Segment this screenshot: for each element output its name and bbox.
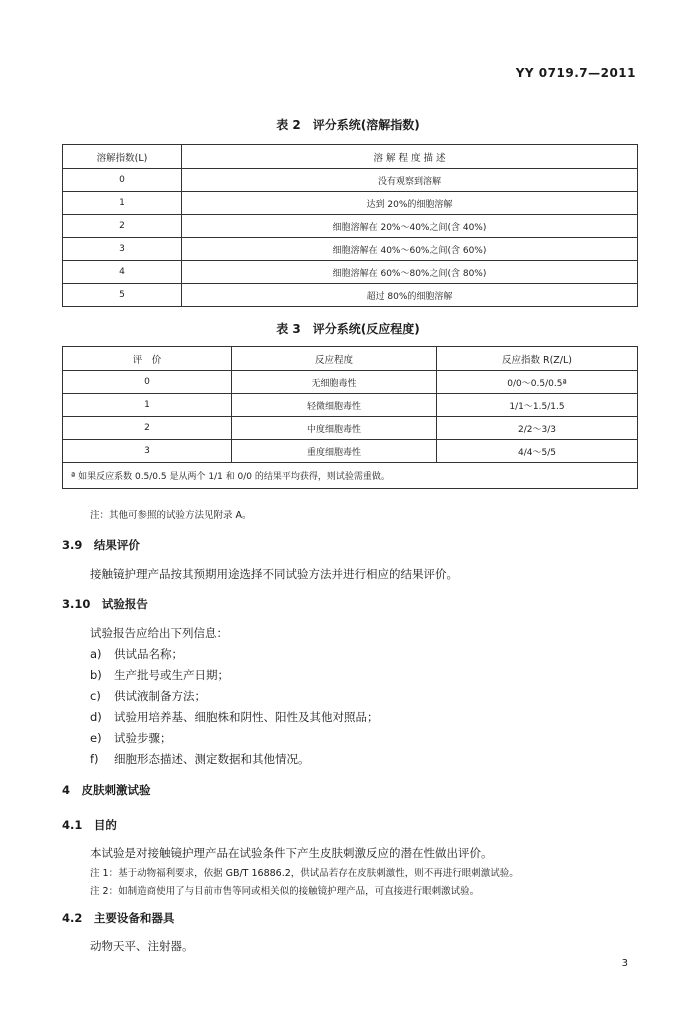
table-cell: 2 — [63, 417, 232, 440]
list-item — [90, 646, 183, 662]
section-4-2-text: 动物天平、注射器。 — [90, 939, 194, 953]
table3-header-row — [63, 347, 638, 371]
table-cell: 3 — [63, 440, 232, 463]
list-item — [90, 709, 379, 725]
table-cell: 中度细胞毒性 — [232, 417, 437, 440]
table3-title: 表 3 评分系统(反应程度) — [276, 322, 420, 336]
list-text: 生产批号或生产日期； — [114, 668, 229, 682]
table2-title: 表 2 评分系统(溶解指数) — [276, 118, 420, 132]
section-4-1-heading: 4.1 目的 — [62, 818, 117, 832]
section-4-1-note2: 注 2：如制造商使用了与目前市售等同或相关似的接触镜护理产品，可直接进行眼刺激试验。 — [90, 886, 480, 897]
list-marker: b) — [90, 668, 102, 682]
table3-header-cell: 反应指数 R(Z/L) — [437, 347, 638, 371]
table2 — [62, 144, 638, 307]
table3-footnote-row — [63, 463, 638, 489]
table3-header-cell: 评 价 — [63, 347, 232, 371]
list-text: 供试品名称； — [114, 647, 183, 661]
list-marker: f) — [90, 752, 99, 766]
list-text: 细胞形态描述、测定数据和其他情况。 — [114, 752, 310, 766]
table-cell: 细胞溶解在 20%～40%之间(含 40%) — [182, 215, 638, 238]
table2-header-row — [63, 145, 638, 169]
table-cell: 细胞溶解在 40%～60%之间(含 60%) — [182, 238, 638, 261]
table-row — [63, 371, 638, 394]
table-cell: 2/2～3/3 — [437, 417, 638, 440]
section-4-1-text: 本试验是对接触镜护理产品在试验条件下产生皮肤刺激反应的潜在性做出评价。 — [90, 846, 493, 860]
table-cell: 没有观察到溶解 — [182, 169, 638, 192]
section-3-10-intro: 试验报告应给出下列信息： — [90, 626, 228, 640]
table3 — [62, 346, 638, 489]
page-number: 3 — [621, 958, 628, 969]
table-cell: 达到 20%的细胞溶解 — [182, 192, 638, 215]
table-cell: 4 — [63, 261, 182, 284]
list-item — [90, 730, 172, 746]
table-row — [63, 215, 638, 238]
list-item — [90, 751, 310, 767]
table3-footnote: ª 如果反应系数 0.5/0.5 是从两个 1/1 和 0/0 的结果平均获得，则试验需重做。 — [63, 463, 638, 489]
document-code: YY 0719.7—2011 — [515, 66, 636, 80]
table-cell: 细胞溶解在 60%～80%之间(含 80%) — [182, 261, 638, 284]
table-cell: 0 — [63, 371, 232, 394]
table2-header-cell: 溶解指数(L) — [63, 145, 182, 169]
table-cell: 0/0～0.5/0.5ª — [437, 371, 638, 394]
table-cell: 4/4～5/5 — [437, 440, 638, 463]
table-row — [63, 440, 638, 463]
list-marker: e) — [90, 731, 102, 745]
list-text: 供试液制备方法； — [114, 689, 206, 703]
list-marker: a) — [90, 647, 102, 661]
table-cell: 轻微细胞毒性 — [232, 394, 437, 417]
list-item — [90, 688, 206, 704]
table-row — [63, 394, 638, 417]
table-row — [63, 238, 638, 261]
section-3-10-heading: 3.10 试验报告 — [62, 597, 148, 611]
list-text: 试验用培养基、细胞株和阴性、阳性及其他对照品； — [114, 710, 379, 724]
section-3-9-text: 接触镜护理产品按其预期用途选择不同试验方法并进行相应的结果评价。 — [90, 567, 458, 581]
table-cell: 重度细胞毒性 — [232, 440, 437, 463]
table-row — [63, 417, 638, 440]
table-cell: 0 — [63, 169, 182, 192]
section-4-1-note1: 注 1：基于动物福利要求，依据 GB/T 16886.2，供试品若存在皮肤刺激性，则不再进行眼刺激试验。 — [90, 868, 519, 879]
table-cell: 5 — [63, 284, 182, 307]
table-cell: 1 — [63, 192, 182, 215]
list-item — [90, 667, 229, 683]
list-marker: c) — [90, 689, 101, 703]
table-cell: 无细胞毒性 — [232, 371, 437, 394]
table-cell: 3 — [63, 238, 182, 261]
section-4-2-heading: 4.2 主要设备和器具 — [62, 911, 175, 925]
table-cell: 1 — [63, 394, 232, 417]
section-3-9-heading: 3.9 结果评价 — [62, 538, 140, 552]
table2-header-cell: 溶 解 程 度 描 述 — [182, 145, 638, 169]
table3-header-cell: 反应程度 — [232, 347, 437, 371]
table-cell: 1/1～1.5/1.5 — [437, 394, 638, 417]
table-row — [63, 169, 638, 192]
table-cell: 超过 80%的细胞溶解 — [182, 284, 638, 307]
list-marker: d) — [90, 710, 102, 724]
table-note: 注：其他可参照的试验方法见附录 A。 — [90, 510, 252, 521]
table-row — [63, 261, 638, 284]
table-row — [63, 192, 638, 215]
table-cell: 2 — [63, 215, 182, 238]
section-4-heading: 4 皮肤刺激试验 — [62, 783, 151, 797]
table-row — [63, 284, 638, 307]
list-text: 试验步骤； — [114, 731, 172, 745]
